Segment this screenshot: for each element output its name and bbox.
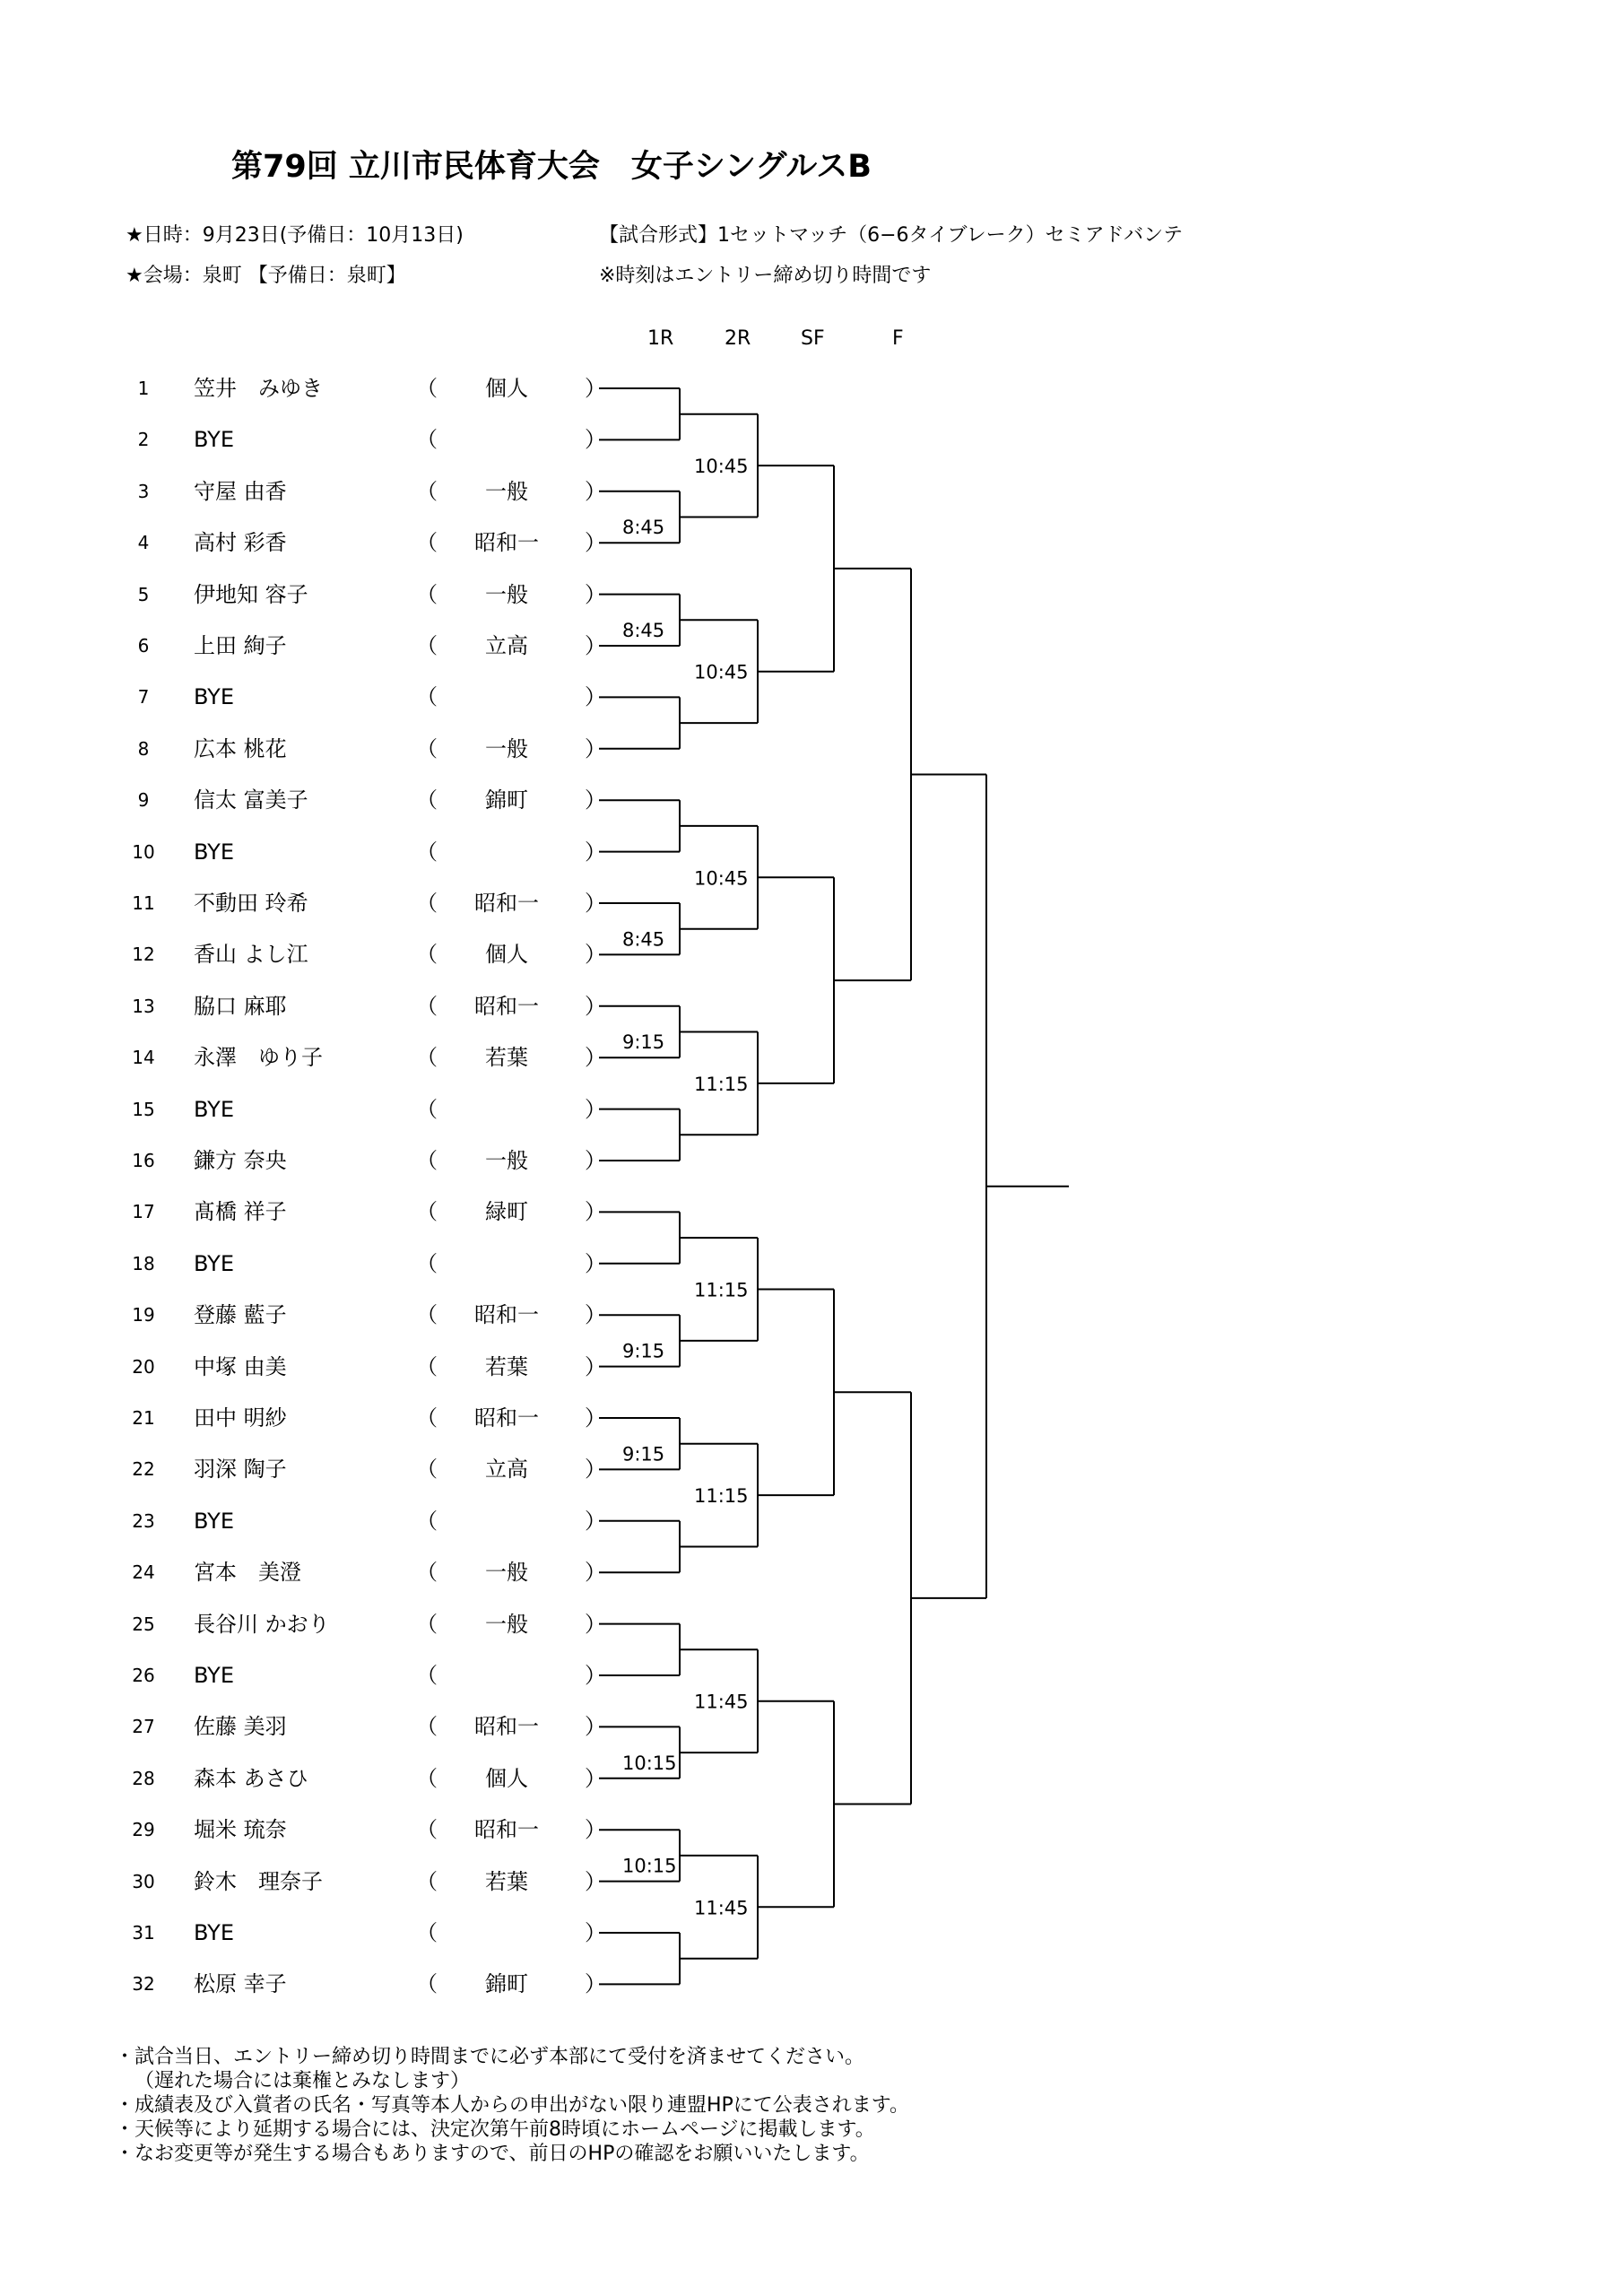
draw-number: 27 bbox=[132, 1716, 155, 1738]
draw-number: 4 bbox=[137, 532, 150, 554]
open-paren: （ bbox=[416, 1405, 438, 1431]
draw-number: 3 bbox=[137, 480, 150, 502]
player-name: BYE bbox=[194, 1663, 234, 1688]
r1-match-time: 8:45 bbox=[622, 928, 665, 951]
draw-number: 13 bbox=[132, 995, 155, 1017]
close-paren: ） bbox=[585, 1353, 606, 1379]
close-paren: ） bbox=[585, 1714, 606, 1740]
player-name: 佐藤 美羽 bbox=[194, 1714, 287, 1740]
open-paren: （ bbox=[416, 1508, 438, 1534]
round-label-sf: SF bbox=[801, 327, 825, 350]
open-paren: （ bbox=[416, 530, 438, 556]
player-club: 昭和一 bbox=[474, 1817, 539, 1843]
player-name: 守屋 由香 bbox=[194, 478, 287, 504]
open-paren: （ bbox=[416, 376, 438, 401]
draw-number: 5 bbox=[137, 583, 150, 605]
r2-match-time: 10:45 bbox=[694, 867, 749, 890]
draw-number: 26 bbox=[132, 1665, 155, 1686]
draw-number: 31 bbox=[132, 1922, 155, 1944]
player-name: 松原 幸子 bbox=[194, 1971, 287, 1997]
open-paren: （ bbox=[416, 1045, 438, 1071]
r2-match-time: 11:15 bbox=[694, 1485, 749, 1508]
close-paren: ） bbox=[585, 1045, 606, 1071]
player-club: 個人 bbox=[485, 942, 528, 968]
draw-number: 20 bbox=[132, 1355, 155, 1378]
notes-section bbox=[115, 2045, 909, 2166]
draw-number: 7 bbox=[137, 686, 150, 709]
player-name: 永澤 ゆり子 bbox=[194, 1045, 323, 1071]
close-paren: ） bbox=[585, 478, 606, 504]
note-line: （遅れた場合には棄権とみなします） bbox=[135, 2070, 471, 2092]
player-name: 上田 絢子 bbox=[194, 633, 287, 658]
player-club: 立高 bbox=[485, 1457, 528, 1483]
open-paren: （ bbox=[416, 1663, 438, 1688]
player-name: 鎌方 奈央 bbox=[194, 1148, 287, 1173]
r1-match-time: 8:45 bbox=[622, 517, 665, 539]
draw-number: 15 bbox=[132, 1098, 155, 1120]
draw-number: 17 bbox=[132, 1201, 155, 1223]
close-paren: ） bbox=[585, 735, 606, 761]
r2-match-time: 11:45 bbox=[694, 1897, 749, 1919]
open-paren: （ bbox=[416, 1714, 438, 1740]
player-name: BYE bbox=[194, 427, 234, 453]
open-paren: （ bbox=[416, 891, 438, 916]
note-line: ・成績表及び入賞者の氏名・写真等本人からの申出がない限り連盟HPにて公表されます。 bbox=[115, 2094, 910, 2117]
close-paren: ） bbox=[585, 839, 606, 865]
close-paren: ） bbox=[585, 787, 606, 813]
player-name: 不動田 玲希 bbox=[194, 891, 308, 916]
player-name: BYE bbox=[194, 684, 234, 710]
draw-number: 11 bbox=[132, 892, 155, 914]
player-name: 登藤 藍子 bbox=[194, 1302, 287, 1328]
player-club: 錦町 bbox=[485, 1971, 528, 1997]
draw-number: 2 bbox=[137, 429, 150, 451]
open-paren: （ bbox=[416, 581, 438, 607]
player-name: 長谷川 かおり bbox=[194, 1611, 330, 1637]
open-paren: （ bbox=[416, 993, 438, 1019]
player-club: 昭和一 bbox=[474, 1405, 539, 1431]
draw-number: 12 bbox=[132, 944, 155, 966]
close-paren: ） bbox=[585, 427, 606, 453]
close-paren: ） bbox=[585, 1302, 606, 1328]
r1-match-time: 9:15 bbox=[622, 1443, 665, 1465]
open-paren: （ bbox=[416, 1868, 438, 1894]
open-paren: （ bbox=[416, 787, 438, 813]
player-club: 若葉 bbox=[485, 1868, 528, 1894]
draw-number: 9 bbox=[137, 789, 150, 812]
open-paren: （ bbox=[416, 684, 438, 710]
note-line: ・天候等により延期する場合には、決定次第午前8時頃にホームページに掲載します。 bbox=[115, 2118, 875, 2141]
draw-number: 25 bbox=[132, 1613, 155, 1635]
player-club: 若葉 bbox=[485, 1045, 528, 1071]
r2-match-time: 10:45 bbox=[694, 661, 749, 683]
r1-match-time: 10:15 bbox=[622, 1752, 677, 1774]
close-paren: ） bbox=[585, 993, 606, 1019]
open-paren: （ bbox=[416, 1096, 438, 1122]
match-format: 【試合形式】1セットマッチ（6−6タイブレーク）セミアドバンテ bbox=[599, 224, 1184, 247]
player-club: 昭和一 bbox=[474, 891, 539, 916]
r1-match-time: 9:15 bbox=[622, 1031, 665, 1054]
draw-number: 28 bbox=[132, 1767, 155, 1789]
draw-number: 1 bbox=[137, 378, 150, 399]
player-club: 個人 bbox=[485, 376, 528, 401]
player-club: 昭和一 bbox=[474, 1714, 539, 1740]
player-name: BYE bbox=[194, 1920, 234, 1945]
close-paren: ） bbox=[585, 891, 606, 916]
draw-number: 6 bbox=[137, 635, 150, 657]
player-name: 堀米 琉奈 bbox=[194, 1817, 287, 1843]
draw-number: 22 bbox=[132, 1458, 155, 1481]
player-club: 個人 bbox=[485, 1765, 528, 1791]
open-paren: （ bbox=[416, 633, 438, 658]
player-name: 高村 彩香 bbox=[194, 530, 287, 556]
draw-number: 19 bbox=[132, 1304, 155, 1326]
round-label-f: F bbox=[892, 327, 904, 350]
player-name: BYE bbox=[194, 839, 234, 865]
note-line: ・なお変更等が発生する場合もありますので、前日のHPの確認をお願いいたします。 bbox=[115, 2143, 870, 2165]
open-paren: （ bbox=[416, 839, 438, 865]
player-name: 髙橋 祥子 bbox=[194, 1199, 287, 1225]
event-venue: ★会場：泉町 【予備日：泉町】 bbox=[126, 265, 406, 287]
close-paren: ） bbox=[585, 581, 606, 607]
player-name: BYE bbox=[194, 1250, 234, 1276]
r1-match-time: 9:15 bbox=[622, 1340, 665, 1362]
player-club: 緑町 bbox=[485, 1199, 528, 1225]
draw-number: 10 bbox=[132, 840, 155, 863]
close-paren: ） bbox=[585, 1817, 606, 1843]
player-name: 伊地知 容子 bbox=[194, 581, 308, 607]
player-club: 一般 bbox=[485, 1560, 528, 1586]
open-paren: （ bbox=[416, 1302, 438, 1328]
open-paren: （ bbox=[416, 427, 438, 453]
open-paren: （ bbox=[416, 1199, 438, 1225]
player-club: 一般 bbox=[485, 478, 528, 504]
close-paren: ） bbox=[585, 530, 606, 556]
player-club: 若葉 bbox=[485, 1353, 528, 1379]
player-club: 一般 bbox=[485, 1611, 528, 1637]
event-date: ★日時：9月23日(予備日：10月13日) bbox=[126, 224, 464, 247]
open-paren: （ bbox=[416, 1765, 438, 1791]
r1-match-time: 8:45 bbox=[622, 620, 665, 641]
close-paren: ） bbox=[585, 1199, 606, 1225]
draw-number: 30 bbox=[132, 1870, 155, 1892]
close-paren: ） bbox=[585, 942, 606, 968]
round-label-1r: 1R bbox=[647, 327, 674, 350]
r2-match-time: 11:15 bbox=[694, 1073, 749, 1095]
player-club: 一般 bbox=[485, 735, 528, 761]
close-paren: ） bbox=[585, 1920, 606, 1945]
player-club: 錦町 bbox=[485, 787, 528, 813]
close-paren: ） bbox=[585, 1868, 606, 1894]
player-name: 宮本 美澄 bbox=[194, 1560, 301, 1586]
draw-number: 18 bbox=[132, 1252, 155, 1274]
player-name: 信太 富美子 bbox=[194, 787, 308, 813]
open-paren: （ bbox=[416, 478, 438, 504]
close-paren: ） bbox=[585, 1560, 606, 1586]
open-paren: （ bbox=[416, 1560, 438, 1586]
player-name: 香山 よし江 bbox=[194, 942, 308, 968]
player-club: 立高 bbox=[485, 633, 528, 658]
draw-number: 29 bbox=[132, 1819, 155, 1841]
close-paren: ） bbox=[585, 1663, 606, 1688]
r2-match-time: 10:45 bbox=[694, 456, 749, 478]
open-paren: （ bbox=[416, 1148, 438, 1173]
page-title: 第79回 立川市民体育大会 女子シングルスB bbox=[231, 149, 872, 185]
draw-number: 24 bbox=[132, 1561, 155, 1584]
draw-number: 16 bbox=[132, 1150, 155, 1171]
close-paren: ） bbox=[585, 1508, 606, 1534]
open-paren: （ bbox=[416, 942, 438, 968]
r2-match-time: 11:45 bbox=[694, 1691, 749, 1713]
draw-number: 8 bbox=[137, 737, 150, 760]
player-name: 脇口 麻耶 bbox=[194, 993, 287, 1019]
player-club: 昭和一 bbox=[474, 1302, 539, 1328]
player-name: 森本 あさひ bbox=[194, 1765, 308, 1791]
r1-match-time: 10:15 bbox=[622, 1855, 677, 1877]
player-name: 羽深 陶子 bbox=[194, 1457, 287, 1483]
note-line: ・試合当日、エントリー締め切り時間までに必ず本部にて受付を済ませてください。 bbox=[115, 2046, 865, 2068]
close-paren: ） bbox=[585, 633, 606, 658]
close-paren: ） bbox=[585, 1250, 606, 1276]
draw-number: 21 bbox=[132, 1407, 155, 1429]
open-paren: （ bbox=[416, 735, 438, 761]
player-name: 広本 桃花 bbox=[194, 735, 287, 761]
player-name: 笠井 みゆき bbox=[194, 376, 323, 401]
player-club: 昭和一 bbox=[474, 530, 539, 556]
close-paren: ） bbox=[585, 1765, 606, 1791]
open-paren: （ bbox=[416, 1457, 438, 1483]
close-paren: ） bbox=[585, 1971, 606, 1997]
close-paren: ） bbox=[585, 1148, 606, 1173]
close-paren: ） bbox=[585, 1096, 606, 1122]
player-name: BYE bbox=[194, 1508, 234, 1534]
close-paren: ） bbox=[585, 1611, 606, 1637]
player-name: 鈴木 理奈子 bbox=[194, 1868, 323, 1894]
open-paren: （ bbox=[416, 1353, 438, 1379]
open-paren: （ bbox=[416, 1971, 438, 1997]
round-label-2r: 2R bbox=[725, 327, 751, 350]
close-paren: ） bbox=[585, 684, 606, 710]
player-club: 昭和一 bbox=[474, 993, 539, 1019]
player-club: 一般 bbox=[485, 581, 528, 607]
close-paren: ） bbox=[585, 1405, 606, 1431]
r2-match-time: 11:15 bbox=[694, 1279, 749, 1301]
open-paren: （ bbox=[416, 1250, 438, 1276]
open-paren: （ bbox=[416, 1611, 438, 1637]
close-paren: ） bbox=[585, 1457, 606, 1483]
open-paren: （ bbox=[416, 1817, 438, 1843]
close-paren: ） bbox=[585, 376, 606, 401]
time-note: ※時刻はエントリー締め切り時間です bbox=[599, 265, 932, 287]
open-paren: （ bbox=[416, 1920, 438, 1945]
player-club: 一般 bbox=[485, 1148, 528, 1173]
player-name: 中塚 由美 bbox=[194, 1353, 287, 1379]
player-name: 田中 明紗 bbox=[194, 1405, 287, 1431]
player-name: BYE bbox=[194, 1096, 234, 1122]
draw-number: 23 bbox=[132, 1509, 155, 1532]
draw-number: 14 bbox=[132, 1047, 155, 1069]
draw-number: 32 bbox=[132, 1973, 155, 1996]
